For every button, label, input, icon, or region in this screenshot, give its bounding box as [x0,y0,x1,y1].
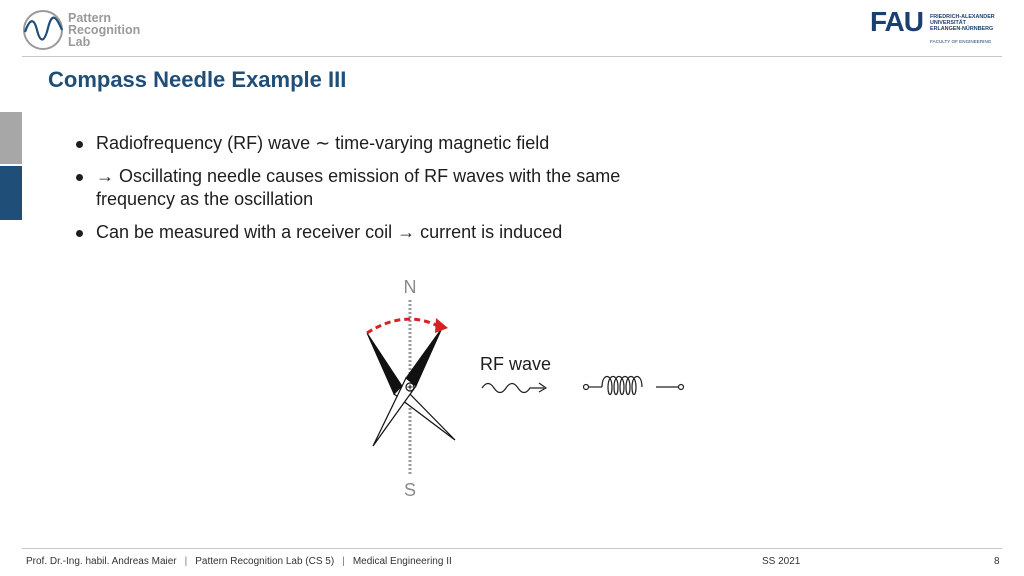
footer-course: Medical Engineering II [352,556,452,567]
south-label: S [403,480,417,500]
pattern-recognition-lab-logo [22,8,162,54]
rf-wave-icon [482,384,544,393]
needle-left-north [367,333,402,394]
lab-logo-line1: Pattern [68,11,112,25]
compass-figure [330,270,710,510]
receiver-coil-icon [584,377,684,395]
rf-wave-label: RF wave [480,354,552,374]
fau-logo-line3: ERLANGEN-NÜRNBERG [930,26,994,33]
bullet-item: → Oscillating needle causes emission of RF waves with the same frequency as the oscillation [74,165,694,211]
lab-logo-text [68,12,140,48]
arc-arrowhead-icon [435,318,448,333]
footer-lab: Pattern Recognition Lab (CS 5) [195,556,335,567]
footer-author: Prof. Dr.-Ing. habil. Andreas Maier [26,556,177,567]
slide-title: Compass Needle Example III [48,67,347,92]
bullet-item: Radiofrequency (RF) wave ∼ time-varying magnetic field [74,132,694,155]
lab-logo-line3: Lab [68,35,91,49]
fau-logo-text [930,14,995,33]
side-marker-blue [0,166,22,220]
fau-logo-line2: UNIVERSITÄT [930,20,966,27]
side-marker-grey [0,112,22,164]
fau-logo [870,8,1005,46]
oscillation-arc [367,319,442,333]
header-divider [22,56,1002,57]
fau-logo-subline: FACULTY OF ENGINEERING [930,39,992,44]
lab-logo-line2: Recognition [68,23,141,37]
fau-logo-line1: FRIEDRICH-ALEXANDER [930,14,995,20]
footer-semester: SS 2021 [762,556,801,567]
page-number: 8 [994,556,1000,567]
north-label: N [403,277,417,297]
footer-divider [22,548,1002,549]
fau-logo-mark: FAU [870,6,923,37]
bullet-item: Can be measured with a receiver coil → current is induced [74,221,694,244]
footer: Prof. Dr.-Ing. habil. Andreas Maier | Pattern Recognition Lab (CS 5) | Medical Engineering II [26,556,452,567]
bullet-list [74,132,694,254]
lab-logo-icon [22,8,66,54]
